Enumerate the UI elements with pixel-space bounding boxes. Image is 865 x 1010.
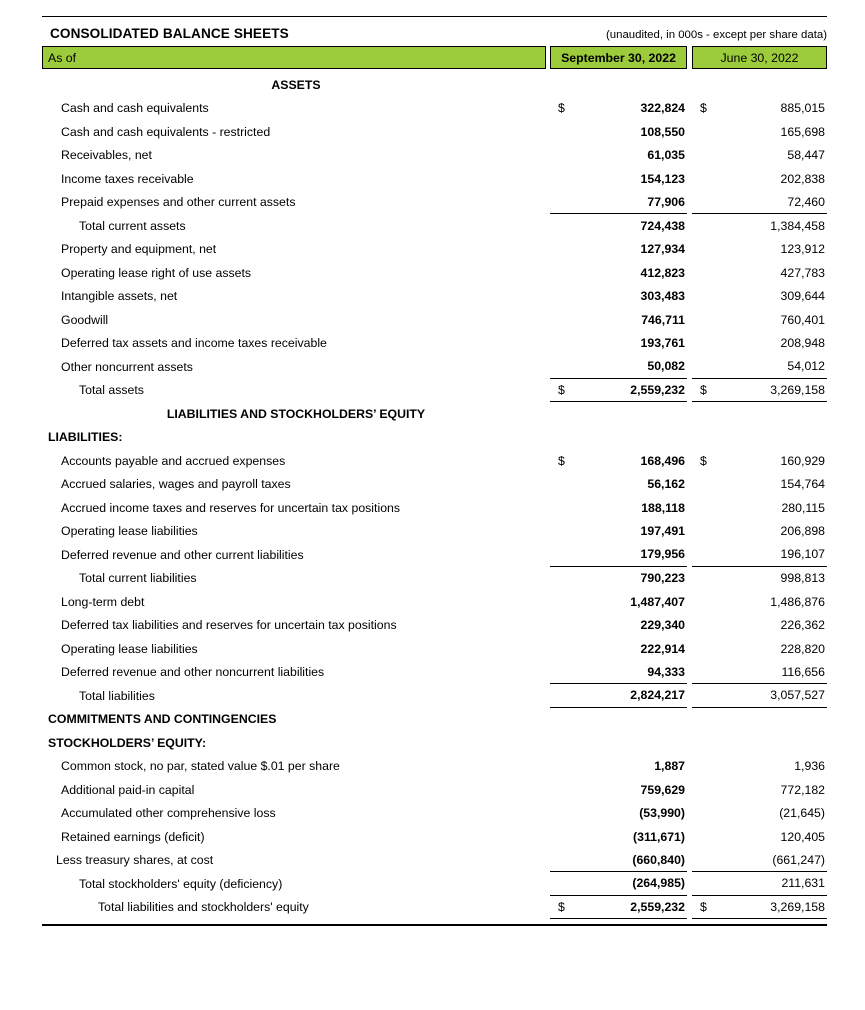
value-cell-c2: [692, 120, 827, 144]
value-cell-c1: [550, 731, 687, 755]
value-cell-c1: [550, 684, 687, 708]
value-col1: 229,340: [640, 618, 685, 633]
value-col2: 885,015: [780, 101, 825, 116]
row-label: Deferred revenue and other current liabilities: [61, 547, 304, 562]
value-col1: 746,711: [641, 312, 685, 327]
dollar-sign: $: [558, 453, 565, 468]
line-item-row: [42, 778, 827, 802]
line-item-row: [42, 661, 827, 685]
value-col2: 154,764: [780, 477, 825, 492]
value-cell-c1: [550, 332, 687, 356]
value-cell-c2: [692, 97, 827, 121]
value-cell-c2: [692, 285, 827, 309]
value-cell-c2: [692, 449, 827, 473]
value-cell-c2: [692, 496, 827, 520]
row-label: Cash and cash equivalents: [61, 101, 209, 116]
value-cell-c2: [692, 520, 827, 544]
value-col2: 280,115: [781, 500, 825, 515]
value-col2: 54,012: [787, 359, 825, 374]
value-cell-c2: [692, 238, 827, 262]
value-cell-c2: [692, 661, 827, 685]
row-label: Accumulated other comprehensive loss: [61, 806, 276, 821]
value-cell-c1: [550, 379, 687, 403]
row-label: Total liabilities and stockholders' equity: [98, 900, 309, 915]
value-cell-c1: [550, 355, 687, 379]
row-label: Operating lease right of use assets: [61, 265, 252, 280]
value-cell-c2: [692, 684, 827, 708]
dollar-sign: $: [700, 382, 707, 397]
dollar-sign: $: [558, 101, 565, 116]
value-cell-c1: [550, 308, 687, 332]
value-cell-c1: [550, 144, 687, 168]
value-cell-c1: [550, 402, 687, 426]
value-col2: 3,057,527: [770, 688, 825, 703]
dollar-sign: $: [700, 899, 707, 914]
line-item-row: [42, 543, 827, 567]
value-col1: (264,985): [632, 876, 685, 891]
row-label: ASSETS: [271, 77, 321, 92]
value-cell-c2: [692, 637, 827, 661]
value-col1: (311,671): [633, 829, 685, 844]
dollar-sign: $: [558, 382, 565, 397]
value-col1: 2,559,232: [630, 382, 685, 397]
value-cell-c2: [692, 261, 827, 285]
value-cell-c1: [550, 496, 687, 520]
value-cell-c2: [692, 731, 827, 755]
line-item-row: [42, 755, 827, 779]
row-label: Income taxes receivable: [61, 171, 194, 186]
value-col2: 427,783: [780, 265, 825, 280]
section-heading-centered: [42, 73, 827, 97]
line-item-row: [42, 144, 827, 168]
line-item-row: [42, 825, 827, 849]
line-item-row: [42, 614, 827, 638]
value-cell-c1: [550, 73, 687, 97]
value-col1: 2,559,232: [630, 899, 685, 914]
line-item-row: [42, 191, 827, 215]
value-cell-c2: [692, 802, 827, 826]
value-col2: 123,912: [780, 242, 825, 257]
row-label: Accrued income taxes and reserves for uncertain tax positions: [61, 500, 401, 515]
value-col1: 168,496: [640, 453, 685, 468]
row-label: Retained earnings (deficit): [61, 829, 205, 844]
line-item-row: [42, 355, 827, 379]
line-item-row: [42, 849, 827, 873]
value-col1: 94,333: [647, 664, 685, 679]
row-label: Prepaid expenses and other current assets: [61, 195, 296, 210]
column-header-band: [42, 46, 827, 69]
value-col2: 228,820: [780, 641, 825, 656]
value-col2: 309,644: [780, 289, 825, 304]
value-cell-c1: [550, 120, 687, 144]
grand-total-row: [42, 896, 827, 920]
line-item-row: [42, 637, 827, 661]
value-cell-c2: [692, 167, 827, 191]
value-col1: 50,082: [647, 359, 685, 374]
value-col2: 3,269,158: [770, 382, 825, 397]
value-cell-c2: [692, 543, 827, 567]
value-col1: 61,035: [647, 148, 685, 163]
value-col1: 127,934: [640, 242, 685, 257]
value-col1: 303,483: [640, 289, 685, 304]
value-cell-c2: [692, 896, 827, 920]
value-col2: 998,813: [780, 571, 825, 586]
row-label: Cash and cash equivalents - restricted: [61, 124, 271, 139]
subtotal-row: [42, 872, 827, 896]
row-label: COMMITMENTS AND CONTINGENCIES: [48, 712, 277, 727]
line-item-row: [42, 473, 827, 497]
line-item-row: [42, 308, 827, 332]
value-cell-c1: [550, 849, 687, 873]
value-col2: 226,362: [780, 618, 825, 633]
value-col2: 120,405: [780, 829, 825, 844]
row-label: Total stockholders' equity (deficiency): [79, 876, 283, 891]
subtotal-row: [42, 567, 827, 591]
value-col2: 1,486,876: [770, 594, 825, 609]
value-cell-c2: [692, 473, 827, 497]
row-label: Other noncurrent assets: [61, 359, 193, 374]
row-label: Total current assets: [79, 218, 186, 233]
bottom-rule: [42, 924, 827, 926]
title-row: [42, 17, 827, 46]
row-label: Long-term debt: [61, 594, 145, 609]
section-heading: [42, 731, 827, 755]
value-cell-c2: [692, 567, 827, 591]
line-item-row: [42, 238, 827, 262]
value-col1: 790,223: [640, 571, 685, 586]
value-cell-c1: [550, 614, 687, 638]
row-label: Total assets: [79, 383, 144, 398]
row-label: Total current liabilities: [79, 571, 197, 586]
value-col1: (53,990): [639, 806, 685, 821]
value-col1: 724,438: [640, 218, 685, 233]
column-header-june: June 30, 2022: [692, 46, 827, 69]
row-label: Intangible assets, net: [61, 289, 178, 304]
value-cell-c2: [692, 402, 827, 426]
value-col1: 322,824: [640, 101, 685, 116]
value-cell-c2: [692, 308, 827, 332]
value-col2: 206,898: [780, 524, 825, 539]
value-col1: 154,123: [640, 171, 685, 186]
value-cell-c2: [692, 191, 827, 215]
value-cell-c1: [550, 590, 687, 614]
value-cell-c2: [692, 73, 827, 97]
subtotal-row: [42, 379, 827, 403]
value-cell-c1: [550, 778, 687, 802]
dollar-sign: $: [700, 453, 707, 468]
line-item-row: [42, 332, 827, 356]
row-label: Deferred revenue and other noncurrent liabilities: [61, 665, 325, 680]
row-label: Receivables, net: [61, 148, 152, 163]
value-col1: 188,118: [641, 500, 685, 515]
value-cell-c1: [550, 755, 687, 779]
value-col2: 202,838: [780, 171, 825, 186]
line-item-row: [42, 285, 827, 309]
line-item-row: [42, 449, 827, 473]
value-col2: 211,631: [781, 876, 825, 891]
section-heading-centered: [42, 402, 827, 426]
row-label: Accrued salaries, wages and payroll taxes: [61, 477, 291, 492]
value-col1: 77,906: [647, 194, 685, 209]
value-col2: 1,384,458: [770, 218, 825, 233]
value-cell-c2: [692, 849, 827, 873]
line-item-row: [42, 120, 827, 144]
line-item-row: [42, 496, 827, 520]
row-label: STOCKHOLDERS’ EQUITY:: [48, 735, 207, 750]
value-cell-c2: [692, 708, 827, 732]
row-label: Operating lease liabilities: [61, 641, 198, 656]
row-label: Operating lease liabilities: [61, 524, 198, 539]
value-cell-c2: [692, 379, 827, 403]
value-cell-c2: [692, 332, 827, 356]
value-col1: 197,491: [640, 524, 685, 539]
value-col2: 208,948: [780, 336, 825, 351]
line-item-row: [42, 97, 827, 121]
table-body: [42, 69, 827, 919]
value-cell-c2: [692, 590, 827, 614]
subtotal-row: [42, 684, 827, 708]
row-label: Goodwill: [61, 312, 109, 327]
value-col2: 772,182: [780, 782, 825, 797]
line-item-row: [42, 520, 827, 544]
value-cell-c1: [550, 661, 687, 685]
value-cell-c1: [550, 191, 687, 215]
section-heading: [42, 708, 827, 732]
value-cell-c1: [550, 449, 687, 473]
row-label: Accounts payable and accrued expenses: [61, 453, 286, 468]
value-col1: 108,550: [640, 124, 685, 139]
value-col1: 759,629: [640, 782, 685, 797]
value-cell-c1: [550, 97, 687, 121]
value-cell-c1: [550, 896, 687, 920]
value-cell-c2: [692, 872, 827, 896]
value-col1: 56,162: [647, 477, 685, 492]
value-col1: 2,824,217: [630, 688, 685, 703]
value-cell-c2: [692, 144, 827, 168]
as-of-header-cell: As of: [42, 46, 546, 69]
value-col1: 193,761: [640, 336, 685, 351]
value-col2: (661,247): [772, 852, 825, 867]
value-cell-c1: [550, 238, 687, 262]
row-label: Total liabilities: [79, 688, 155, 703]
value-col2: 72,460: [787, 194, 825, 209]
row-label: Common stock, no par, stated value $.01 per share: [61, 759, 340, 774]
subtotal-row: [42, 214, 827, 238]
value-col2: 760,401: [780, 312, 825, 327]
value-cell-c2: [692, 825, 827, 849]
value-cell-c1: [550, 802, 687, 826]
line-item-row: [42, 590, 827, 614]
column-header-september: September 30, 2022: [550, 46, 687, 69]
value-cell-c1: [550, 473, 687, 497]
value-cell-c1: [550, 543, 687, 567]
value-cell-c1: [550, 520, 687, 544]
unaudited-note: (unaudited, in 000s - except per share data): [606, 29, 827, 41]
row-label: Additional paid-in capital: [61, 782, 195, 797]
value-cell-c1: [550, 825, 687, 849]
line-item-row: [42, 167, 827, 191]
value-cell-c2: [692, 426, 827, 450]
value-col2: 160,929: [780, 453, 825, 468]
value-col1: 1,487,407: [630, 594, 685, 609]
value-cell-c2: [692, 614, 827, 638]
row-label: Property and equipment, net: [61, 242, 217, 257]
value-cell-c1: [550, 261, 687, 285]
row-label: LIABILITIES AND STOCKHOLDERS’ EQUITY: [166, 406, 426, 421]
value-cell-c1: [550, 567, 687, 591]
value-col2: 116,656: [781, 664, 825, 679]
value-col2: 58,447: [787, 148, 825, 163]
value-col2: 196,107: [780, 547, 825, 562]
value-col2: 1,936: [794, 759, 825, 774]
row-label: Less treasury shares, at cost: [56, 853, 214, 868]
value-cell-c1: [550, 708, 687, 732]
row-label: LIABILITIES:: [48, 430, 123, 445]
value-col2: (21,645): [779, 806, 825, 821]
value-cell-c1: [550, 872, 687, 896]
dollar-sign: $: [700, 101, 707, 116]
value-cell-c1: [550, 426, 687, 450]
value-col2: 165,698: [780, 124, 825, 139]
line-item-row: [42, 261, 827, 285]
value-col1: (660,840): [632, 852, 685, 867]
row-label: Deferred tax assets and income taxes receivable: [61, 336, 327, 351]
value-col1: 179,956: [640, 547, 685, 562]
page-title: CONSOLIDATED BALANCE SHEETS: [50, 26, 289, 41]
value-cell-c1: [550, 167, 687, 191]
line-item-row: [42, 802, 827, 826]
value-cell-c2: [692, 778, 827, 802]
value-cell-c2: [692, 214, 827, 238]
value-col1: 1,887: [654, 759, 685, 774]
value-col1: 412,823: [640, 265, 685, 280]
value-cell-c1: [550, 285, 687, 309]
value-cell-c2: [692, 355, 827, 379]
dollar-sign: $: [558, 899, 565, 914]
value-cell-c1: [550, 214, 687, 238]
section-heading: [42, 426, 827, 450]
row-label: Deferred tax liabilities and reserves for uncertain tax positions: [61, 618, 397, 633]
value-cell-c2: [692, 755, 827, 779]
value-cell-c1: [550, 637, 687, 661]
value-col1: 222,914: [640, 641, 685, 656]
value-col2: 3,269,158: [770, 899, 825, 914]
